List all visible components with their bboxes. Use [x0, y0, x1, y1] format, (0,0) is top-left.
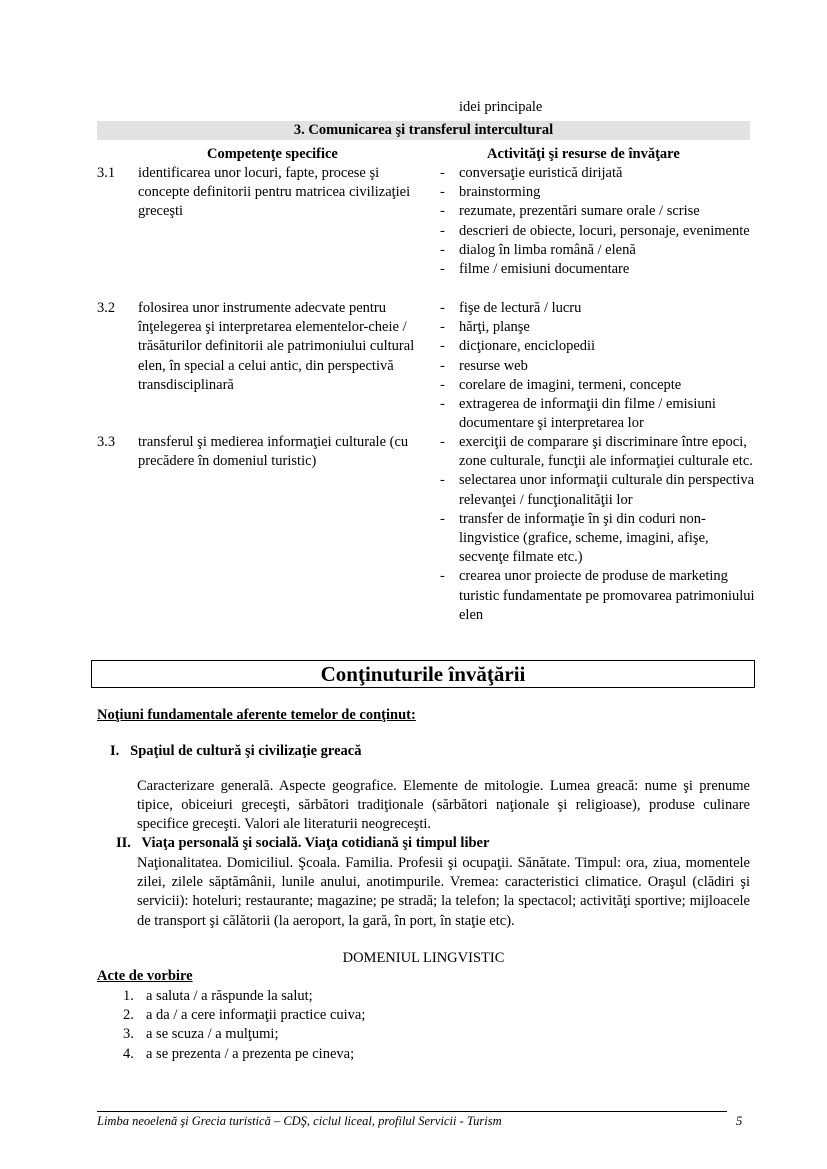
activity-item: - corelare de imagini, termeni, concepte	[440, 376, 682, 393]
activity-item: - resurse web	[440, 357, 528, 374]
competence-text: folosirea unor instrumente adecvate pentru înţelegerea şi interpretarea elementelor-cheie / trăsăturilor definitorii ale patrimoniului cultural elen, în special a celui antic, din perspectivă transdisciplinară	[138, 300, 415, 393]
list-item: 4. a se prezenta / a prezenta pe cineva;	[123, 1045, 355, 1062]
carry-over-text: idei principale	[459, 99, 543, 115]
activity-item: - conversaţie euristică dirijată	[440, 165, 623, 181]
competence-number: 3.2	[97, 300, 116, 316]
theme-heading	[110, 743, 361, 760]
column-header-activities: Activităţi şi resurse de învăţare	[487, 146, 680, 162]
activity-item: - crearea unor proiecte de produse de marketing turistic fundamentate pe promovarea patrimoniului elen	[440, 568, 755, 623]
activity-item: - brainstorming	[440, 184, 541, 201]
list-item: 1. a saluta / a răspunde la salut;	[123, 988, 313, 1004]
activity-item: - fişe de lectură / lucru	[440, 300, 582, 316]
competence-text: identificarea unor locuri, fapte, procese şi concepte definitorii pentru matricea civilizaţiei greceşti	[138, 165, 411, 220]
theme-paragraph: Naţionalitatea. Domiciliul. Şcoala. Familia. Profesii şi ocupaţii. Sănătate. Timpul: ora, ziua, momentele zilei, zilele săptămânii, lunile anului, anotimpurile. Vremea: caracteristici climatice. Oraşul (clădiri şi servicii): hoteluri; restaurante; magazine; pe stradă; la telefon; la spectacol; activităţi sportive; mijloacele de transport şi călătorii (la aeroport, la gară, în port, în staţie etc).	[137, 855, 750, 929]
theme-title: Spaţiul de cultură şi civilizaţie greacă	[130, 743, 362, 759]
footer-divider	[97, 1111, 727, 1112]
section-title-bar: 3. Comunicarea şi transferul intercultural	[97, 121, 750, 140]
theme-roman-numeral: I.	[110, 743, 120, 759]
activity-item: - transfer de informaţie în şi din coduri non-lingvistice (grafice, scheme, imagini, afişe, secvenţe filmate etc.)	[440, 510, 709, 566]
content-section-title: Conţinuturile învăţării	[91, 660, 755, 688]
activity-item: - filme / emisiuni documentare	[440, 261, 630, 278]
activity-list	[440, 433, 755, 625]
competence-number: 3.3	[97, 434, 116, 450]
list-item: 2. a da / a cere informaţii practice cuiva;	[123, 1007, 366, 1024]
activity-item: - dialog în limba română / elenă	[440, 241, 636, 258]
notions-heading: Noţiuni fundamentale aferente temelor de conţinut:	[97, 707, 416, 723]
theme-heading	[116, 835, 489, 852]
activity-item: - dicţionare, enciclopedii	[440, 338, 596, 355]
theme-paragraph: Caracterizare generală. Aspecte geografice. Elemente de mitologie. Lumea greacă: nume şi prenume tipice, obiceiuri greceşti, sărbători tradiţionale (sărbători naţionale şi religioase), produse culinare specifice greceşti. Valori ale literaturii neogreceşti.	[137, 778, 750, 833]
activity-item: - extragerea de informaţii din filme / emisiuni documentare şi interpretarea lor	[440, 396, 716, 432]
list-item: 3. a se scuza / a mulţumi;	[123, 1026, 279, 1043]
speech-acts-heading: Acte de vorbire	[97, 968, 193, 984]
speech-acts-list	[123, 987, 365, 1064]
theme-roman-numeral: II.	[116, 835, 131, 851]
domain-heading: DOMENIUL LINGVISTIC	[342, 950, 505, 966]
footer-text: Limba neoelenă şi Grecia turistică – CDŞ, ciclul liceal, profilul Servicii - Turism	[97, 1114, 502, 1128]
theme-title: Viaţa personală şi socială. Viaţa cotidiană şi timpul liber	[141, 835, 490, 851]
activity-item: - hărţi, planşe	[440, 319, 530, 336]
activity-item: - descrieri de obiecte, locuri, personaje, evenimente	[440, 222, 750, 239]
activity-item: - selectarea unor informaţii culturale din perspectiva relevanţei / funcţionalităţii lor	[440, 472, 755, 508]
page-number: 5	[736, 1114, 743, 1128]
competence-text: transferul şi medierea informaţiei culturale (cu precădere în domeniul turistic)	[138, 434, 409, 470]
column-header-competences: Competenţe specifice	[207, 146, 338, 162]
activity-item: - rezumate, prezentări sumare orale / scrise	[440, 203, 700, 220]
activity-list	[440, 164, 755, 279]
competence-number: 3.1	[97, 165, 116, 181]
activity-item: - exerciţii de comparare şi discriminare între epoci, zone culturale, funcţii ale informaţiei culturale etc.	[440, 434, 753, 470]
activity-list	[440, 299, 755, 433]
